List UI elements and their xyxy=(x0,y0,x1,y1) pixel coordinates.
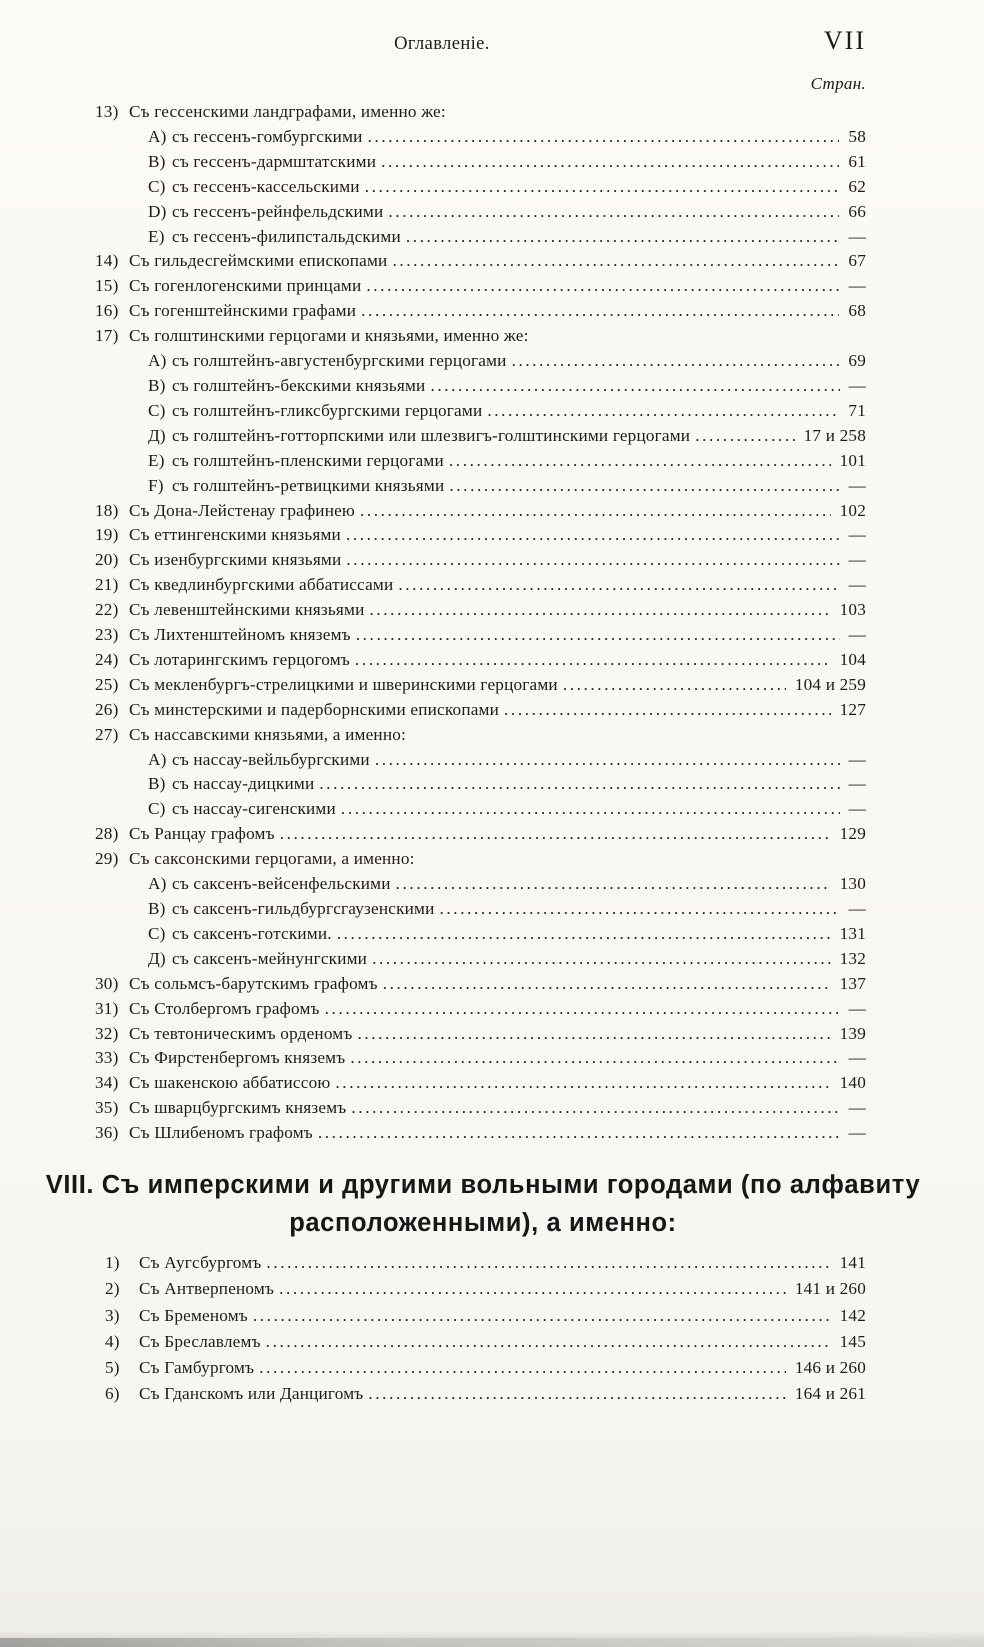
entry-number: 29) xyxy=(95,849,119,869)
entry-page-number: 67 xyxy=(848,251,866,271)
toc-entry xyxy=(95,548,866,573)
entry-title: Съ голштинскими герцогами и князьями, именно же: xyxy=(129,326,529,346)
entry-number: 34) xyxy=(95,1073,119,1093)
toc-entry xyxy=(95,175,866,200)
dot-leader xyxy=(368,125,840,150)
section-viii-list xyxy=(105,1250,866,1408)
toc-entry xyxy=(95,947,866,972)
entry-number: A) xyxy=(148,749,167,769)
entry-title: Съ Фирстенбергомъ княземъ xyxy=(129,1048,346,1068)
toc-entry xyxy=(95,698,866,723)
entry-number: 2) xyxy=(105,1279,120,1299)
entry-title: съ нассау-вейльбургскими xyxy=(172,749,370,769)
toc-entry xyxy=(95,1046,866,1071)
entry-title: Съ саксонскими герцогами, а именно: xyxy=(129,849,415,869)
entry-number: 16) xyxy=(95,301,119,321)
entry-title: съ голштейнъ-готторпскими или шлезвигъ-голштинскими герцогами xyxy=(172,425,691,445)
entry-title: Съ шварцбургскимъ княземъ xyxy=(129,1098,347,1118)
entry-number: C) xyxy=(148,176,166,196)
entry-page-number: — xyxy=(848,749,866,769)
toc-entry xyxy=(95,324,866,349)
dot-leader xyxy=(356,623,840,648)
entry-page-number: 131 xyxy=(839,923,866,943)
toc-entry xyxy=(105,1329,866,1355)
toc-entry xyxy=(95,274,866,299)
entry-title: Съ Гданскомъ или Данцигомъ xyxy=(139,1384,364,1404)
entry-number: B) xyxy=(148,151,166,171)
entry-title: Съ нассавскими князьями, а именно: xyxy=(129,724,406,744)
entry-title: Съ гогенштейнскими графами xyxy=(129,301,357,321)
entry-title: съ голштейнъ-августенбургскими герцогами xyxy=(172,351,507,371)
entry-page-number: — xyxy=(848,475,866,495)
entry-page-number: 66 xyxy=(848,201,866,221)
dot-leader xyxy=(365,175,840,200)
entry-page-number: 17 и 258 xyxy=(803,425,866,445)
toc-entry xyxy=(95,847,866,872)
dot-leader xyxy=(325,997,840,1022)
entry-number: 36) xyxy=(95,1123,119,1143)
toc-entry xyxy=(95,748,866,773)
toc-entry xyxy=(105,1276,866,1302)
toc-entry xyxy=(95,723,866,748)
dot-leader xyxy=(369,598,830,623)
entry-title: Съ Дона-Лейстенау графинею xyxy=(129,500,355,520)
entry-number: 14) xyxy=(95,251,119,271)
entry-title: Съ минстерскими и падерборнскими епископами xyxy=(129,699,500,719)
dot-leader xyxy=(388,200,839,225)
entry-page-number: 71 xyxy=(848,400,866,420)
entry-title: Съ изенбургскими князьями xyxy=(129,550,342,570)
dot-leader xyxy=(280,822,831,847)
toc-entry xyxy=(95,125,866,150)
entry-number: 30) xyxy=(95,973,119,993)
entry-title: Съ лотарингскимъ герцогомъ xyxy=(129,649,350,669)
entry-page-number: 62 xyxy=(848,176,866,196)
toc-entry xyxy=(95,997,866,1022)
entry-number: 5) xyxy=(105,1358,120,1378)
toc-entry xyxy=(95,1096,866,1121)
scan-edge-artifact xyxy=(0,1638,984,1647)
dot-leader xyxy=(487,399,839,424)
entry-number: 23) xyxy=(95,625,119,645)
toc-list xyxy=(95,100,866,1146)
entry-page-number: 145 xyxy=(839,1331,866,1351)
entry-number: A) xyxy=(148,874,167,894)
entry-number: 20) xyxy=(95,550,119,570)
entry-number: 21) xyxy=(95,575,119,595)
entry-number: B) xyxy=(148,375,166,395)
entry-title: Съ мекленбургъ-стрелицкими и шверинскими герцогами xyxy=(129,674,558,694)
entry-number: 4) xyxy=(105,1331,120,1351)
dot-leader xyxy=(381,150,839,175)
dot-leader xyxy=(337,922,831,947)
toc-entry xyxy=(105,1355,866,1381)
entry-title: съ голштейнъ-гликсбургскими герцогами xyxy=(172,400,483,420)
entry-number: 3) xyxy=(105,1305,120,1325)
dot-leader xyxy=(366,274,839,299)
entry-number: 33) xyxy=(95,1048,119,1068)
dot-leader xyxy=(406,225,840,250)
section-viii-heading-line2: расположенными), а именно: xyxy=(289,1209,677,1237)
entry-title: Съ Бреславлемъ xyxy=(139,1331,261,1351)
toc-entry xyxy=(95,249,866,274)
entry-number: C) xyxy=(148,799,166,819)
entry-page-number: — xyxy=(848,998,866,1018)
entry-number: 18) xyxy=(95,500,119,520)
entry-title: Съ шакенскою аббатиссою xyxy=(129,1073,331,1093)
entry-title: Съ Гамбургомъ xyxy=(139,1358,255,1378)
entry-number: 32) xyxy=(95,1023,119,1043)
entry-page-number: 141 xyxy=(839,1253,866,1272)
toc-entry xyxy=(95,100,866,125)
entry-title: съ голштейнъ-пленскими герцогами xyxy=(172,450,444,470)
toc-entry xyxy=(95,1022,866,1047)
dot-leader xyxy=(512,349,840,374)
entry-page-number: 129 xyxy=(839,824,866,844)
entry-page-number: — xyxy=(848,1048,866,1068)
page-number: VII xyxy=(823,26,866,55)
entry-page-number: 58 xyxy=(848,126,866,146)
entry-page-number: — xyxy=(848,550,866,570)
toc-entry xyxy=(95,897,866,922)
dot-leader xyxy=(360,499,831,524)
dot-leader xyxy=(392,249,839,274)
entry-number: 31) xyxy=(95,998,119,1018)
entry-page-number: 164 и 261 xyxy=(794,1384,866,1404)
entry-title: Съ Лихтенштейномъ княземъ xyxy=(129,625,351,645)
entry-page-number: 137 xyxy=(839,973,866,993)
section-viii-heading-line1: VIII. Съ имперскими и другими вольными городами (по алфавиту xyxy=(45,1171,921,1199)
dot-leader xyxy=(398,573,839,598)
entry-number: 13) xyxy=(95,102,119,121)
entry-page-number: 142 xyxy=(839,1305,866,1325)
entry-number: 26) xyxy=(95,699,119,719)
entry-number: E) xyxy=(148,226,165,246)
page-column-label: Стран. xyxy=(810,74,866,93)
dot-leader xyxy=(351,1096,839,1121)
dot-leader xyxy=(695,424,794,449)
entry-title: съ гессенъ-гомбургскими xyxy=(172,126,363,146)
entry-title: съ нассау-дицкими xyxy=(172,774,315,794)
entry-title: Съ Столбергомъ графомъ xyxy=(129,998,320,1018)
entry-number: 35) xyxy=(95,1098,119,1118)
entry-page-number: — xyxy=(848,625,866,645)
dot-leader xyxy=(372,947,831,972)
entry-number: 15) xyxy=(95,276,119,296)
entry-title: съ голштейнъ-ретвицкими князьями xyxy=(172,475,445,495)
dot-leader xyxy=(346,548,839,573)
dot-leader xyxy=(449,449,831,474)
entry-title: съ саксенъ-вейсенфельскими xyxy=(172,874,391,894)
dot-leader xyxy=(266,1329,831,1355)
entry-number: B) xyxy=(148,899,166,918)
entry-number: 27) xyxy=(95,724,119,744)
toc-entry xyxy=(95,1071,866,1096)
entry-number: 19) xyxy=(95,525,119,545)
toc-entry xyxy=(95,623,866,648)
entry-page-number: — xyxy=(848,375,866,395)
entry-number: 17) xyxy=(95,326,119,346)
toc-entry xyxy=(95,499,866,524)
dot-leader xyxy=(253,1303,831,1329)
entry-number: C) xyxy=(148,923,166,943)
toc-entry xyxy=(95,972,866,997)
dot-leader xyxy=(350,1046,839,1071)
toc-entry xyxy=(95,374,866,399)
toc-entry xyxy=(95,822,866,847)
entry-page-number: 103 xyxy=(839,600,866,620)
entry-number: 25) xyxy=(95,674,119,694)
toc-entry xyxy=(95,349,866,374)
entry-page-number: 61 xyxy=(848,151,866,171)
entry-title: Съ Бременомъ xyxy=(139,1305,248,1325)
entry-title: съ голштейнъ-бекскими князьями xyxy=(172,375,426,395)
dot-leader xyxy=(396,872,831,897)
dot-leader xyxy=(375,748,840,773)
dot-leader xyxy=(504,698,831,723)
toc-entry xyxy=(95,523,866,548)
entry-page-number: — xyxy=(848,276,866,296)
dot-leader xyxy=(341,797,840,822)
toc-entry xyxy=(95,573,866,598)
entry-number: D) xyxy=(148,201,167,221)
entry-page-number: 104 и 259 xyxy=(794,674,866,694)
entry-page-number: — xyxy=(848,1098,866,1118)
dot-leader xyxy=(357,1022,830,1047)
entry-number: 22) xyxy=(95,600,119,620)
entry-number: A) xyxy=(148,126,167,146)
section-viii-heading xyxy=(42,1166,924,1242)
toc-entry xyxy=(95,200,866,225)
toc-entry xyxy=(95,922,866,947)
entry-page-number: 139 xyxy=(839,1023,866,1043)
entry-title: Съ левенштейнскими князьями xyxy=(129,600,365,620)
toc-entry xyxy=(95,1121,866,1146)
entry-page-number: — xyxy=(848,525,866,545)
entry-page-number: 104 xyxy=(839,649,866,669)
dot-leader xyxy=(355,648,831,673)
dot-leader xyxy=(319,772,839,797)
entry-page-number: — xyxy=(848,226,866,246)
entry-page-number: 101 xyxy=(839,450,866,470)
entry-title: Съ Аугсбургомъ xyxy=(139,1253,262,1272)
toc-entry xyxy=(95,299,866,324)
entry-page-number: 130 xyxy=(839,874,866,894)
entry-page-number: — xyxy=(848,1123,866,1143)
toc-entry xyxy=(95,797,866,822)
entry-number: Д) xyxy=(148,425,166,445)
entry-title: съ гессенъ-дармштатскими xyxy=(172,151,377,171)
entry-title: Съ Антверпеномъ xyxy=(139,1279,275,1299)
toc-entry xyxy=(95,598,866,623)
entry-title: Съ кведлинбургскими аббатиссами xyxy=(129,575,394,595)
entry-title: съ саксенъ-мейнунгскими xyxy=(172,948,368,968)
entry-number: 1) xyxy=(105,1253,120,1272)
toc-entry xyxy=(95,772,866,797)
entry-title: съ гессенъ-кассельскими xyxy=(172,176,360,196)
dot-leader xyxy=(259,1355,786,1381)
entry-page-number: 127 xyxy=(839,699,866,719)
toc-entry xyxy=(95,150,866,175)
entry-title: Съ гогенлогенскими принцами xyxy=(129,276,362,296)
entry-page-number: — xyxy=(848,799,866,819)
entry-title: Съ гессенскими ландграфами, именно же: xyxy=(129,102,446,121)
entry-number: 28) xyxy=(95,824,119,844)
entry-page-number: 69 xyxy=(848,351,866,371)
toc-entry xyxy=(95,673,866,698)
entry-number: Д) xyxy=(148,948,166,968)
toc-entry xyxy=(105,1250,866,1276)
entry-title: съ гессенъ-рейнфельдскими xyxy=(172,201,384,221)
dot-leader xyxy=(368,1381,785,1407)
entry-title: съ саксенъ-готскими. xyxy=(172,923,332,943)
entry-title: съ саксенъ-гильдбургсгаузенскими xyxy=(172,899,435,918)
entry-title: съ гессенъ-филипстальдскими xyxy=(172,226,401,246)
dot-leader xyxy=(440,897,840,922)
running-title: Оглавленіе. xyxy=(394,34,490,54)
entry-page-number: — xyxy=(848,774,866,794)
dot-leader xyxy=(361,299,839,324)
dot-leader xyxy=(318,1121,840,1146)
toc-entry xyxy=(95,474,866,499)
toc-entry xyxy=(95,648,866,673)
entry-page-number: 140 xyxy=(839,1073,866,1093)
entry-number: C) xyxy=(148,400,166,420)
toc-entry xyxy=(105,1381,866,1407)
dot-leader xyxy=(279,1276,786,1302)
entry-title: съ нассау-сигенскими xyxy=(172,799,336,819)
entry-page-number: 132 xyxy=(839,948,866,968)
entry-title: Съ Шлибеномъ графомъ xyxy=(129,1123,313,1143)
entry-title: Съ гильдесгеймскими епископами xyxy=(129,251,388,271)
entry-page-number: 141 и 260 xyxy=(794,1279,866,1299)
entry-page-number: — xyxy=(848,899,866,918)
entry-page-number: 68 xyxy=(848,301,866,321)
dot-leader xyxy=(346,523,840,548)
toc-entry xyxy=(105,1303,866,1329)
toc-entry xyxy=(95,424,866,449)
entry-number: A) xyxy=(148,351,167,371)
entry-page-number: — xyxy=(848,575,866,595)
entry-title: Съ еттингенскими князьями xyxy=(129,525,341,545)
dot-leader xyxy=(383,972,831,997)
entry-number: B) xyxy=(148,774,166,794)
entry-title: Съ сольмсъ-барутскимъ графомъ xyxy=(129,973,378,993)
entry-number: E) xyxy=(148,450,165,470)
toc-entry xyxy=(95,399,866,424)
dot-leader xyxy=(430,374,839,399)
toc-entry xyxy=(95,225,866,250)
entry-number: 6) xyxy=(105,1384,120,1404)
dot-leader xyxy=(335,1071,830,1096)
entry-title: Съ Ранцау графомъ xyxy=(129,824,275,844)
entry-number: 24) xyxy=(95,649,119,669)
entry-number: F) xyxy=(148,475,164,495)
entry-page-number: 102 xyxy=(839,500,866,520)
dot-leader xyxy=(563,673,786,698)
dot-leader xyxy=(449,474,839,499)
toc-entry xyxy=(95,872,866,897)
toc-entry xyxy=(95,449,866,474)
entry-page-number: 146 и 260 xyxy=(794,1358,866,1378)
dot-leader xyxy=(266,1250,830,1276)
entry-title: Съ тевтоническимъ орденомъ xyxy=(129,1023,353,1043)
